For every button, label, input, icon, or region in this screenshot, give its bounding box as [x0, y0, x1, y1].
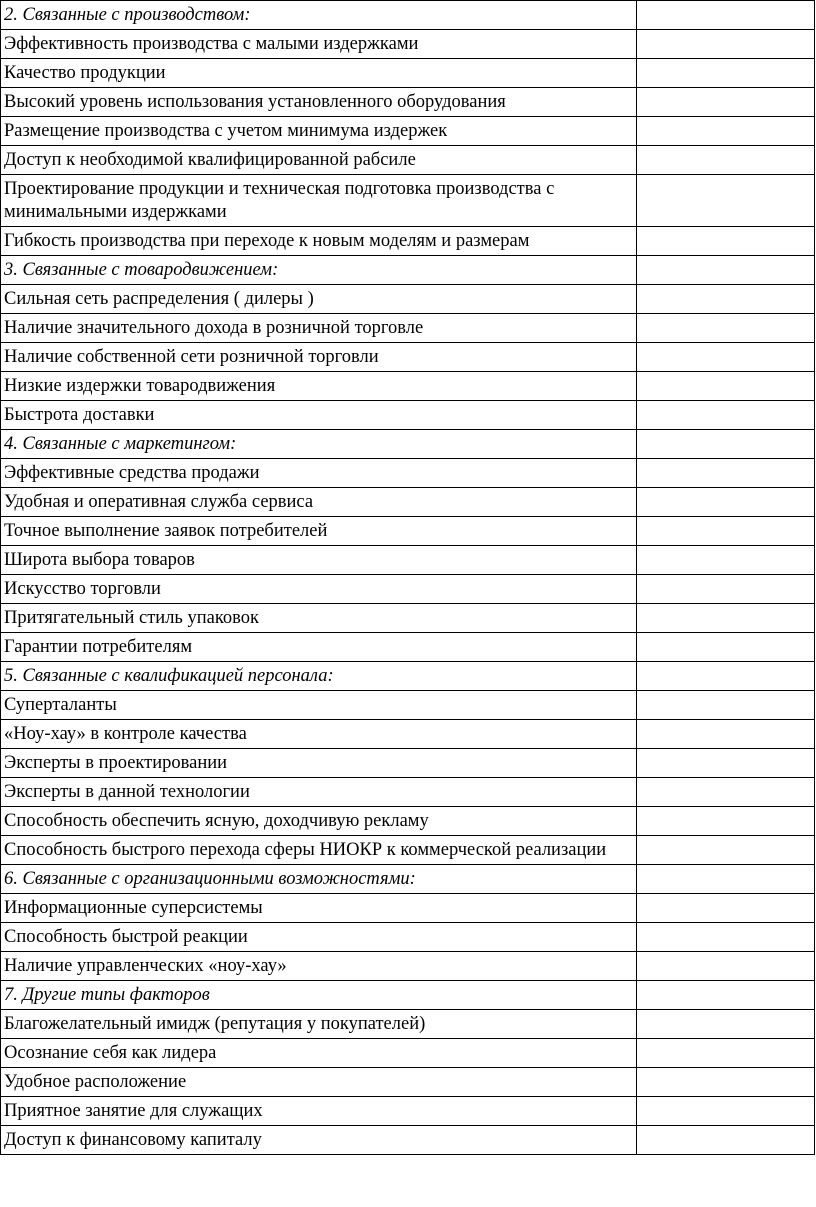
empty-value-cell	[637, 88, 815, 117]
empty-value-cell	[637, 1039, 815, 1068]
empty-value-cell	[637, 314, 815, 343]
factor-label: Приятное занятие для служащих	[1, 1097, 637, 1126]
factor-label: Удобное расположение	[1, 1068, 637, 1097]
factor-row	[1, 807, 815, 836]
factor-label: Точное выполнение заявок потребителей	[1, 517, 637, 546]
empty-value-cell	[637, 1, 815, 30]
factor-label: Доступ к финансовому капиталу	[1, 1126, 637, 1155]
factor-row	[1, 488, 815, 517]
factor-row	[1, 343, 815, 372]
factor-row	[1, 749, 815, 778]
factor-row	[1, 836, 815, 865]
factor-label: Суперталанты	[1, 691, 637, 720]
factor-row	[1, 1126, 815, 1155]
factor-row	[1, 546, 815, 575]
factor-label: Качество продукции	[1, 59, 637, 88]
factor-label: Осознание себя как лидера	[1, 1039, 637, 1068]
empty-value-cell	[637, 865, 815, 894]
factor-label: Высокий уровень использования установленного оборудования	[1, 88, 637, 117]
factor-row	[1, 59, 815, 88]
factor-row	[1, 894, 815, 923]
factor-row	[1, 720, 815, 749]
factor-row	[1, 314, 815, 343]
empty-value-cell	[637, 836, 815, 865]
empty-value-cell	[637, 575, 815, 604]
empty-value-cell	[637, 146, 815, 175]
empty-value-cell	[637, 517, 815, 546]
factor-row	[1, 1010, 815, 1039]
factor-row	[1, 401, 815, 430]
section-title: 2. Связанные с производством:	[1, 1, 637, 30]
empty-value-cell	[637, 372, 815, 401]
factor-label: Информационные суперсистемы	[1, 894, 637, 923]
factor-label: Наличие управленческих «ноу-хау»	[1, 952, 637, 981]
empty-value-cell	[637, 923, 815, 952]
factor-label: Наличие значительного дохода в розничной торговле	[1, 314, 637, 343]
section-header-row	[1, 430, 815, 459]
empty-value-cell	[637, 952, 815, 981]
empty-value-cell	[637, 285, 815, 314]
empty-value-cell	[637, 691, 815, 720]
empty-value-cell	[637, 343, 815, 372]
section-header-row	[1, 981, 815, 1010]
section-header-row	[1, 662, 815, 691]
section-header-row	[1, 865, 815, 894]
factor-label: Эффективность производства с малыми издержками	[1, 30, 637, 59]
section-header-row	[1, 256, 815, 285]
empty-value-cell	[637, 59, 815, 88]
empty-value-cell	[637, 30, 815, 59]
empty-value-cell	[637, 633, 815, 662]
factor-label: Гибкость производства при переходе к новым моделям и размерам	[1, 227, 637, 256]
factor-row	[1, 691, 815, 720]
factor-label: Размещение производства с учетом минимума издержек	[1, 117, 637, 146]
factor-label: Эксперты в данной технологии	[1, 778, 637, 807]
factor-row	[1, 1097, 815, 1126]
factor-label: Эксперты в проектировании	[1, 749, 637, 778]
empty-value-cell	[637, 430, 815, 459]
factor-label: Удобная и оперативная служба сервиса	[1, 488, 637, 517]
factor-row	[1, 575, 815, 604]
factor-label: Эффективные средства продажи	[1, 459, 637, 488]
factor-label: Быстрота доставки	[1, 401, 637, 430]
empty-value-cell	[637, 256, 815, 285]
empty-value-cell	[637, 749, 815, 778]
factor-label: Широта выбора товаров	[1, 546, 637, 575]
factor-row	[1, 459, 815, 488]
factor-row	[1, 372, 815, 401]
empty-value-cell	[637, 227, 815, 256]
factor-row	[1, 117, 815, 146]
section-title: 6. Связанные с организационными возможностями:	[1, 865, 637, 894]
factor-row	[1, 175, 815, 227]
factor-row	[1, 604, 815, 633]
empty-value-cell	[637, 546, 815, 575]
empty-value-cell	[637, 1097, 815, 1126]
empty-value-cell	[637, 778, 815, 807]
section-title: 3. Связанные с товародвижением:	[1, 256, 637, 285]
factor-row	[1, 1068, 815, 1097]
empty-value-cell	[637, 1068, 815, 1097]
empty-value-cell	[637, 401, 815, 430]
factor-label: Гарантии потребителям	[1, 633, 637, 662]
factor-label: Искусство торговли	[1, 575, 637, 604]
factors-table-body	[1, 1, 815, 1155]
empty-value-cell	[637, 175, 815, 227]
empty-value-cell	[637, 488, 815, 517]
empty-value-cell	[637, 662, 815, 691]
factor-row	[1, 923, 815, 952]
empty-value-cell	[637, 604, 815, 633]
factor-label: «Ноу-хау» в контроле качества	[1, 720, 637, 749]
factor-row	[1, 88, 815, 117]
factor-label: Проектирование продукции и техническая подготовка производства с минимальными издержками	[1, 175, 637, 227]
empty-value-cell	[637, 894, 815, 923]
factor-row	[1, 1039, 815, 1068]
factor-label: Наличие собственной сети розничной торговли	[1, 343, 637, 372]
factor-row	[1, 146, 815, 175]
factor-label: Сильная сеть распределения ( дилеры )	[1, 285, 637, 314]
factor-row	[1, 778, 815, 807]
factor-label: Способность быстрой реакции	[1, 923, 637, 952]
section-title: 4. Связанные с маркетингом:	[1, 430, 637, 459]
factor-label: Благожелательный имидж (репутация у покупателей)	[1, 1010, 637, 1039]
factor-label: Доступ к необходимой квалифицированной рабсиле	[1, 146, 637, 175]
section-header-row	[1, 1, 815, 30]
factor-row	[1, 227, 815, 256]
empty-value-cell	[637, 981, 815, 1010]
factor-label: Способность быстрого перехода сферы НИОКР к коммерческой реализации	[1, 836, 637, 865]
factor-row	[1, 285, 815, 314]
empty-value-cell	[637, 1010, 815, 1039]
empty-value-cell	[637, 807, 815, 836]
factor-label: Низкие издержки товародвижения	[1, 372, 637, 401]
factor-row	[1, 633, 815, 662]
empty-value-cell	[637, 117, 815, 146]
factor-label: Способность обеспечить ясную, доходчивую рекламу	[1, 807, 637, 836]
empty-value-cell	[637, 720, 815, 749]
empty-value-cell	[637, 1126, 815, 1155]
empty-value-cell	[637, 459, 815, 488]
section-title: 7. Другие типы факторов	[1, 981, 637, 1010]
factor-label: Притягательный стиль упаковок	[1, 604, 637, 633]
factor-row	[1, 952, 815, 981]
section-title: 5. Связанные с квалификацией персонала:	[1, 662, 637, 691]
factor-row	[1, 517, 815, 546]
factor-row	[1, 30, 815, 59]
